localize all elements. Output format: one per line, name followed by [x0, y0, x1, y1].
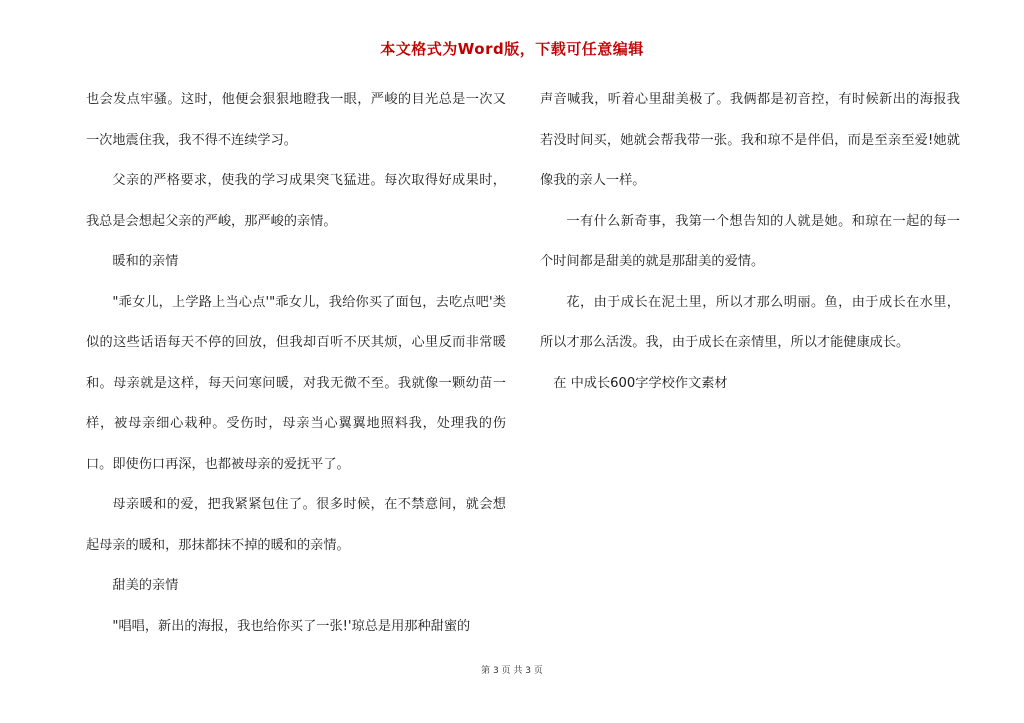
paragraph: "唱唱，新出的海报，我也给你买了一张!'琼总是用那种甜蜜的 [112, 618, 471, 634]
right-text-column [540, 80, 960, 404]
paragraph: 一有什么新奇事，我第一个想告知的人就是她。和琼在一起的每一个时间都是甜美的就是那甜美的爱情。 [540, 213, 960, 269]
page-number-footer: 第 3 页 共 3 页 [481, 666, 543, 676]
section-heading: 甜美的亲情 [112, 578, 179, 593]
paragraph: "乖女儿，上学路上当心点'"乖女儿，我给你买了面包，去吃点吧'类似的这些话语每天不停的回放，但我却百听不厌其烦，心里反而非常暖和。母亲就是这样，每天问寒问暖，对我无微不至。我就像一颗幼苗一样，被母亲细心栽种。受伤时，母亲当心翼翼地照料我，处理我的伤口。即使伤口再深，也都被母亲的爱抚平了。 [86, 294, 506, 472]
document-title-note: 在 中成长600字学校作文素材 [553, 375, 728, 391]
left-text-column [86, 80, 506, 647]
paragraph: 母亲暖和的爱，把我紧紧包住了。很多时候，在不禁意间，就会想起母亲的暖和，那抹都抹不掉的暖和的亲情。 [86, 497, 506, 553]
paragraph: 父亲的严格要求，使我的学习成果突飞猛进。每次取得好成果时，我总是会想起父亲的严峻，那严峻的亲情。 [86, 173, 506, 229]
document-header-banner: 本文格式为Word版，下载可任意编辑 [380, 40, 644, 58]
paragraph: 花，由于成长在泥土里，所以才那么明丽。鱼，由于成长在水里，所以才那么活泼。我，由于成长在亲情里，所以才能健康成长。 [540, 294, 960, 350]
paragraph: 声音喊我，听着心里甜美极了。我俩都是初音控，有时候新出的海报我若没时间买，她就会帮我带一张。我和琼不是伴侣，而是至亲至爱!她就像我的亲人一样。 [540, 92, 960, 188]
section-heading: 暖和的亲情 [112, 254, 179, 269]
paragraph: 也会发点牢骚。这时，他便会狠狠地瞪我一眼，严峻的目光总是一次又一次地震住我，我不得不连续学习。 [86, 92, 506, 148]
